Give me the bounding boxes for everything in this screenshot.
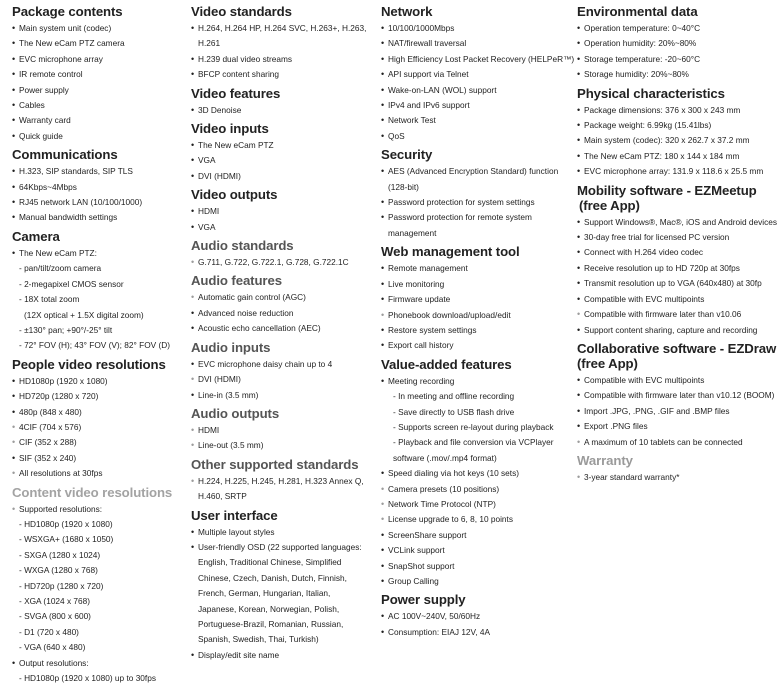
section-physical <box>577 86 777 180</box>
list-item: • Storage humidity: 20%~80% <box>577 67 777 82</box>
list-item: • Network Time Protocol (NTP) <box>381 497 573 512</box>
item-list <box>191 103 377 118</box>
list-item: • Main system (codec): 320 x 262.7 x 37.2 mm <box>577 133 777 148</box>
list-item: - HD1080p (1920 x 1080) up to 30fps <box>19 673 156 684</box>
list-item: • Firmware update <box>381 292 573 307</box>
section-package-contents <box>12 4 190 144</box>
list-item: - In meeting and offline recording <box>393 391 515 402</box>
section-audio-outputs <box>191 406 377 454</box>
list-item: • H.323, SIP standards, SIP TLS <box>12 164 190 179</box>
section-title: Network <box>381 4 433 19</box>
section-people-video <box>12 357 190 482</box>
section-camera <box>12 229 190 354</box>
list-item: - Supports screen re-layout during playback <box>393 421 554 432</box>
list-item: Japanese, Korean, Norwegian, Polish, <box>198 603 340 614</box>
item-list <box>191 204 377 235</box>
section-collaborative <box>577 341 777 450</box>
section-audio-inputs <box>191 340 377 403</box>
list-item: • Multiple layout styles <box>191 525 377 540</box>
list-item: • The New eCam PTZ: 180 x 144 x 184 mm <box>577 149 777 164</box>
list-item: • Speed dialing via hot keys (10 sets) <box>381 466 573 481</box>
list-item: • CIF (352 x 288) <box>12 435 190 450</box>
list-item: • Storage temperature: -20~60°C <box>577 52 777 67</box>
item-list <box>12 21 190 144</box>
section-value-added <box>381 357 573 590</box>
list-item: - D1 (720 x 480) <box>19 626 79 637</box>
list-item: • DVI (HDMI) <box>191 169 377 184</box>
list-item: • Package dimensions: 376 x 300 x 243 mm <box>577 103 777 118</box>
list-item: • Wake-on-LAN (WOL) support <box>381 83 573 98</box>
section-title: People video resolutions <box>12 356 166 372</box>
section-security <box>381 147 573 241</box>
list-item: • 3-year standard warranty* <box>577 470 777 485</box>
list-item: • HD1080p (1920 x 1080) <box>12 374 190 389</box>
item-list <box>191 255 377 270</box>
section-subtitle: (free App) <box>579 197 640 213</box>
section-title: User interface <box>191 507 278 523</box>
item-list <box>577 373 777 450</box>
list-item: • H.239 dual video streams <box>191 52 377 67</box>
section-subtitle: (free App) <box>577 355 638 371</box>
list-item: - WSXGA+ (1680 x 1050) <box>19 534 114 545</box>
list-item: • Power supply <box>12 83 190 98</box>
list-item: • ScreenShare support <box>381 528 573 543</box>
list-item: • AC 100V~240V, 50/60Hz <box>381 609 573 624</box>
list-item: Portuguese-Brazil, Romanian, Russian, <box>198 618 344 629</box>
list-item: • H.224, H.225, H.245, H.281, H.323 Annex Q, <box>191 474 377 489</box>
list-item: • Automatic gain control (AGC) <box>191 290 377 305</box>
list-item: • Password protection for system settings <box>381 195 573 210</box>
list-item: • Live monitoring <box>381 277 573 292</box>
item-list <box>12 164 190 226</box>
section-web-management <box>381 244 573 353</box>
section-warranty <box>577 453 777 485</box>
list-item: • User-friendly OSD (22 supported languages: <box>191 540 377 555</box>
list-item: - pan/tilt/zoom camera <box>19 263 102 274</box>
list-item: - WXGA (1280 x 768) <box>19 565 98 576</box>
section-title: Video standards <box>191 4 292 19</box>
list-item: - VGA (640 x 480) <box>19 642 86 653</box>
list-item: • Meeting recording <box>381 374 573 389</box>
list-item: • Compatible with firmware later than v10.12 (BOOM) <box>577 388 777 403</box>
list-item: • HD720p (1280 x 720) <box>12 389 190 404</box>
list-item: • Supported resolutions: <box>12 502 190 517</box>
item-list <box>577 103 777 180</box>
list-item: • Main system unit (codec) <box>12 21 190 36</box>
item-list <box>381 164 573 241</box>
list-item: • All resolutions at 30fps <box>12 466 190 481</box>
list-item: • VGA <box>191 153 377 168</box>
section-title: Physical characteristics <box>577 85 725 101</box>
list-item: • Import .JPG, .PNG, .GIF and .BMP files <box>577 404 777 419</box>
section-title: Audio outputs <box>191 405 280 421</box>
list-item: • 3D Denoise <box>191 103 377 118</box>
section-video-standards <box>191 4 377 83</box>
section-title: Package contents <box>12 4 123 19</box>
list-item: • HDMI <box>191 423 377 438</box>
list-item: H.261 <box>198 38 221 49</box>
column-3 <box>381 4 573 640</box>
item-list <box>577 215 777 338</box>
section-title: Environmental data <box>577 4 698 19</box>
list-item: • H.264, H.264 HP, H.264 SVC, H.263+, H.263, <box>191 21 377 36</box>
section-power-supply <box>381 592 573 640</box>
section-title: Video outputs <box>191 187 278 203</box>
list-item: • Advanced noise reduction <box>191 306 377 321</box>
list-item: • 64Kbps~4Mbps <box>12 180 190 195</box>
item-list <box>12 502 190 687</box>
section-video-features <box>191 86 377 118</box>
item-list <box>191 423 377 454</box>
section-audio-standards <box>191 238 377 270</box>
item-list <box>191 21 377 83</box>
section-title: Audio inputs <box>191 339 271 355</box>
list-item: • Quick guide <box>12 129 190 144</box>
section-communications <box>12 147 190 226</box>
item-list <box>191 357 377 403</box>
list-item: • A maximum of 10 tablets can be connected <box>577 435 777 450</box>
list-item: • Line-out (3.5 mm) <box>191 438 377 453</box>
list-item: • The New eCam PTZ <box>191 138 377 153</box>
section-video-inputs <box>191 121 377 184</box>
column-1 <box>12 4 190 686</box>
list-item: - Playback and file conversion via VCPlayer <box>393 437 554 448</box>
section-video-outputs <box>191 187 377 235</box>
section-mobility <box>577 183 777 338</box>
list-item: • Warranty card <box>12 113 190 128</box>
list-item: • Display/edit site name <box>191 648 377 663</box>
list-item: - HD1080p (1920 x 1080) <box>19 518 113 529</box>
list-item: • Camera presets (10 positions) <box>381 482 573 497</box>
list-item: • Phonebook download/upload/edit <box>381 308 573 323</box>
section-title: Collaborative software - EZDraw <box>577 340 777 356</box>
list-item: • Export .PNG files <box>577 419 777 434</box>
list-item: • Operation temperature: 0~40°C <box>577 21 777 36</box>
section-title: Camera <box>12 228 60 244</box>
list-item: • Line-in (3.5 mm) <box>191 388 377 403</box>
list-item: • Network Test <box>381 113 573 128</box>
list-item: • Group Calling <box>381 574 573 589</box>
list-item: - HD720p (1280 x 720) <box>19 580 104 591</box>
list-item: • NAT/firewall traversal <box>381 36 573 51</box>
section-title: Content video resolutions <box>12 484 173 500</box>
item-list <box>191 525 377 664</box>
list-item: • EVC microphone array <box>12 52 190 67</box>
item-list <box>577 470 777 485</box>
section-title: Value-added features <box>381 356 512 372</box>
item-list <box>12 374 190 482</box>
list-item: • BFCP content sharing <box>191 67 377 82</box>
list-item: - SXGA (1280 x 1024) <box>19 549 101 560</box>
column-4 <box>577 4 777 485</box>
list-item: • RJ45 network LAN (10/100/1000) <box>12 195 190 210</box>
list-item: - ±130° pan; +90°/-25° tilt <box>19 324 113 335</box>
list-item: • Compatible with EVC multipoints <box>577 373 777 388</box>
list-item: • Package weight: 6.99kg (15.41lbs) <box>577 118 777 133</box>
section-network <box>381 4 573 144</box>
list-item: Spanish, Swedish, Thai, Turkish) <box>198 634 319 645</box>
section-title: Mobility software - EZMeetup <box>577 182 757 198</box>
item-list <box>381 261 573 353</box>
section-title: Audio standards <box>191 238 294 254</box>
item-list <box>577 21 777 83</box>
list-item: • HDMI <box>191 204 377 219</box>
list-item: - 72° FOV (H); 43° FOV (V); 82° FOV (D) <box>19 340 171 351</box>
item-list <box>191 138 377 184</box>
list-item: • Support Windows®, Mac®, iOS and Android devices <box>577 215 777 230</box>
item-list <box>191 290 377 336</box>
list-item: • Manual bandwidth settings <box>12 210 190 225</box>
list-item: (128-bit) <box>388 181 419 192</box>
section-environmental <box>577 4 777 83</box>
list-item: • DVI (HDMI) <box>191 372 377 387</box>
list-item: • Transmit resolution up to VGA (640x480) at 30fp <box>577 276 777 291</box>
list-item: • SnapShot support <box>381 559 573 574</box>
list-item: - Save directly to USB flash drive <box>393 406 515 417</box>
section-title: Warranty <box>577 452 633 468</box>
section-content-video <box>12 485 190 687</box>
section-other-standards <box>191 457 377 505</box>
list-item: Chinese, Czech, Danish, Dutch, Finnish, <box>198 572 347 583</box>
list-item: • API support via Telnet <box>381 67 573 82</box>
section-title: Communications <box>12 147 118 163</box>
list-item: • Remote management <box>381 261 573 276</box>
list-item: (12X optical + 1.5X digital zoom) <box>24 309 144 320</box>
list-item: • QoS <box>381 129 573 144</box>
list-item: • Password protection for remote system <box>381 210 573 225</box>
list-item: • Restore system settings <box>381 323 573 338</box>
list-item: • Output resolutions: <box>12 656 190 671</box>
list-item: English, Traditional Chinese, Simplified <box>198 557 342 568</box>
list-item: • Compatible with EVC multipoints <box>577 292 777 307</box>
list-item: • EVC microphone array: 131.9 x 118.6 x 25.5 mm <box>577 164 777 179</box>
list-item: • VCLink support <box>381 543 573 558</box>
list-item: • IR remote control <box>12 67 190 82</box>
item-list <box>381 21 573 144</box>
section-title: Audio features <box>191 273 282 289</box>
list-item: • EVC microphone daisy chain up to 4 <box>191 357 377 372</box>
list-item: • 30-day free trial for licensed PC version <box>577 230 777 245</box>
section-title: Video features <box>191 85 281 101</box>
list-item: • The New eCam PTZ camera <box>12 36 190 51</box>
list-item: • 480p (848 x 480) <box>12 405 190 420</box>
list-item: • SIF (352 x 240) <box>12 451 190 466</box>
section-title: Other supported standards <box>191 456 359 472</box>
list-item: French, German, Hungarian, Italian, <box>198 588 331 599</box>
section-title: Video inputs <box>191 121 269 137</box>
list-item: H.460, SRTP <box>198 491 247 502</box>
list-item: • Support content sharing, capture and recording <box>577 323 777 338</box>
list-item: • Connect with H.264 video codec <box>577 245 777 260</box>
item-list <box>381 609 573 640</box>
list-item: - 18X total zoom <box>19 294 80 305</box>
list-item: • License upgrade to 6, 8, 10 points <box>381 512 573 527</box>
item-list <box>12 246 190 354</box>
list-item: • Operation humidity: 20%~80% <box>577 36 777 51</box>
list-item: - 2-megapixel CMOS sensor <box>19 278 124 289</box>
list-item: • High Efficiency Lost Packet Recovery (HELPeR™) <box>381 52 573 67</box>
list-item: • Compatible with firmware later than v10.06 <box>577 307 777 322</box>
list-item: - SVGA (800 x 600) <box>19 611 91 622</box>
section-audio-features <box>191 273 377 336</box>
section-user-interface <box>191 508 377 664</box>
list-item: • AES (Advanced Encryption Standard) function <box>381 164 573 179</box>
list-item: management <box>388 227 437 238</box>
section-title: Web management tool <box>381 244 520 260</box>
list-item: • Cables <box>12 98 190 113</box>
list-item: • 10/100/1000Mbps <box>381 21 573 36</box>
list-item: • Receive resolution up to HD 720p at 30fps <box>577 261 777 276</box>
section-title: Power supply <box>381 592 466 608</box>
list-item: • 4CIF (704 x 576) <box>12 420 190 435</box>
section-title: Security <box>381 147 433 163</box>
list-item: • VGA <box>191 220 377 235</box>
list-item: • Export call history <box>381 338 573 353</box>
list-item: software (.mov/.mp4 format) <box>393 452 497 463</box>
list-item: • Consumption: EIAJ 12V, 4A <box>381 625 573 640</box>
column-2 <box>191 4 377 663</box>
item-list <box>381 374 573 590</box>
item-list <box>191 474 377 505</box>
list-item: - XGA (1024 x 768) <box>19 596 91 606</box>
list-item: • G.711, G.722, G.722.1, G.728, G.722.1C <box>191 255 377 270</box>
list-item: • The New eCam PTZ: <box>12 246 190 261</box>
list-item: • IPv4 and IPv6 support <box>381 98 573 113</box>
list-item: • Acoustic echo cancellation (AEC) <box>191 321 377 336</box>
